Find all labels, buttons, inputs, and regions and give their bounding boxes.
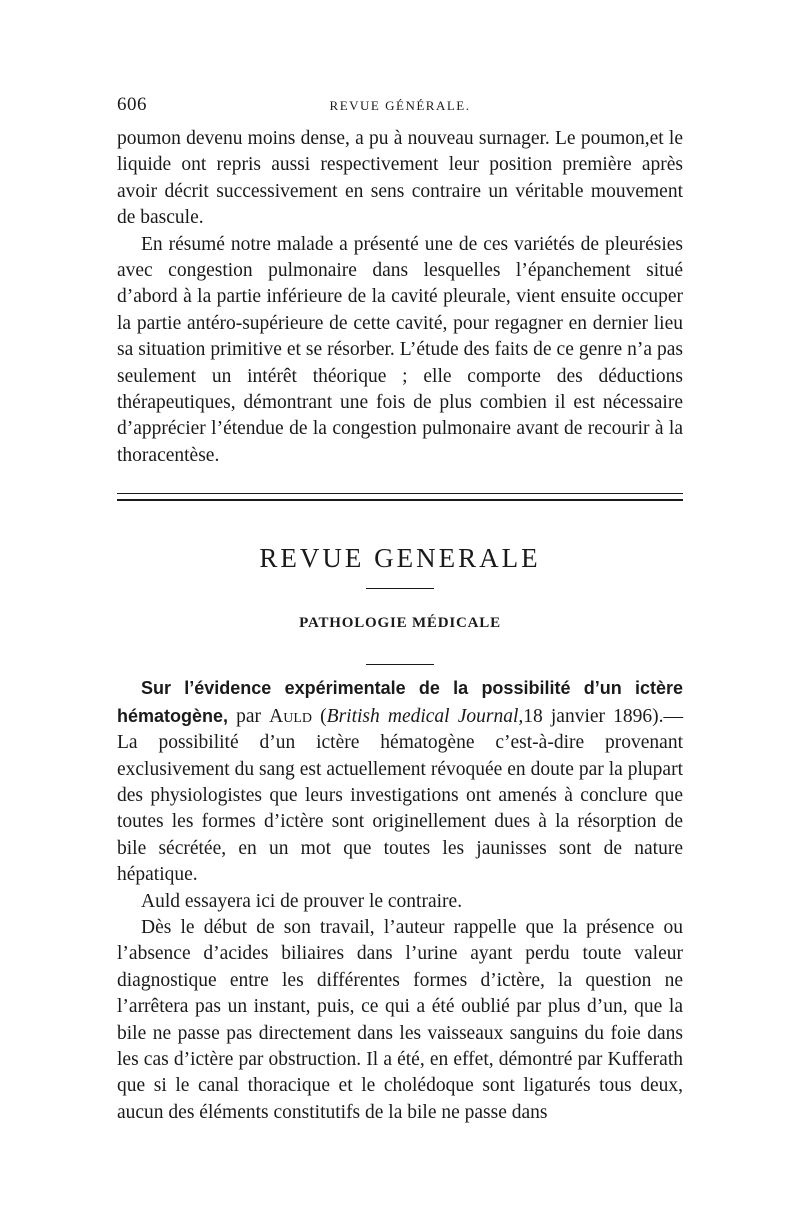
- section-separator: [117, 493, 683, 505]
- running-head: [117, 92, 683, 126]
- section-title: REVUE GENERALE: [259, 543, 541, 574]
- article-date: 18 janvier 1896).—: [523, 705, 683, 727]
- article-journal: British medical Journal,: [326, 705, 524, 727]
- subsection-title: PATHOLOGIE MÉDICALE: [299, 615, 501, 632]
- subsection-rule: [366, 664, 434, 665]
- continuation-paragraph-2: En résumé notre malade a présenté une de ces variétés de pleurésies avec congestion pulmonaire dans lesquelles l’épanchement situé d’abord à la partie inférieure de la cavité pleurale, vient ensuite occuper la partie antéro-supérieure de cette cavité, pour regagner en dernier lieu sa situation primitive et se résorber. L’étude des faits de ce genre n’a pas seulement un intérêt théorique ; elle comporte des déductions thérapeutiques, démontrant une fois de plus combien il est nécessaire d’apprécier l’étendue de la congestion pulmonaire avant de recourir à la thoracentèse.: [117, 233, 683, 466]
- article-paragraph-1-text: La possibilité d’un ictère hématogène c’est-à-dire provenant exclusivement du sang est actuellement révoquée en doute par la plupart des physiologistes que leurs investigations ont amenés à conclure que toutes les formes d’ictère sont originellement dues à la résorption de bile sécrétée, en un mot que toutes les jaunisses sont de nature hépatique.: [117, 732, 683, 886]
- title-underline-rule: [366, 588, 434, 589]
- page-number: 606: [117, 94, 147, 115]
- article-title: Sur l’évidence expérimentale de la possibilité d’un ictère hématogène,: [117, 678, 683, 726]
- running-title: REVUE GÉNÉRALE.: [329, 98, 471, 113]
- continuation-paragraph-1: poumon devenu moins dense, a pu à nouveau surnager. Le poumon,et le liquide ont repris aussi respectivement leur position première après avoir décrit successivement en sens contraire un véritable mouvement de bascule.: [117, 128, 683, 229]
- article-author: Auld: [269, 705, 313, 727]
- article-paragraph-2: Auld essayera ici de prouver le contraire.: [141, 890, 463, 912]
- book-page: [117, 92, 683, 1126]
- separator-thin-rule: [117, 493, 683, 494]
- separator-thick-rule: [117, 499, 683, 501]
- article-by: par: [228, 705, 270, 727]
- article-paragraph-3: Dès le début de son travail, l’auteur rappelle que la présence ou l’absence d’acides biliaires dans l’urine ayant perdu toute valeur diagnostique entre les différentes formes d’ictère, la question ne l’arrêtera pas un instant, puis, ce qui a été oublié par plus d’un, que la bile ne passe pas directement dans les vaisseaux sanguins du foie dans les cas d’ictère par obstruction. Il a été, en effet, démontré par Kufferath que si le canal thoracique et le cholédoque sont ligaturés tous deux, aucun des éléments constitutifs de la bile ne passe dans: [117, 916, 683, 1123]
- article: [117, 675, 683, 1126]
- article-paragraph-1: [117, 675, 683, 888]
- article-source-open: (: [312, 705, 327, 727]
